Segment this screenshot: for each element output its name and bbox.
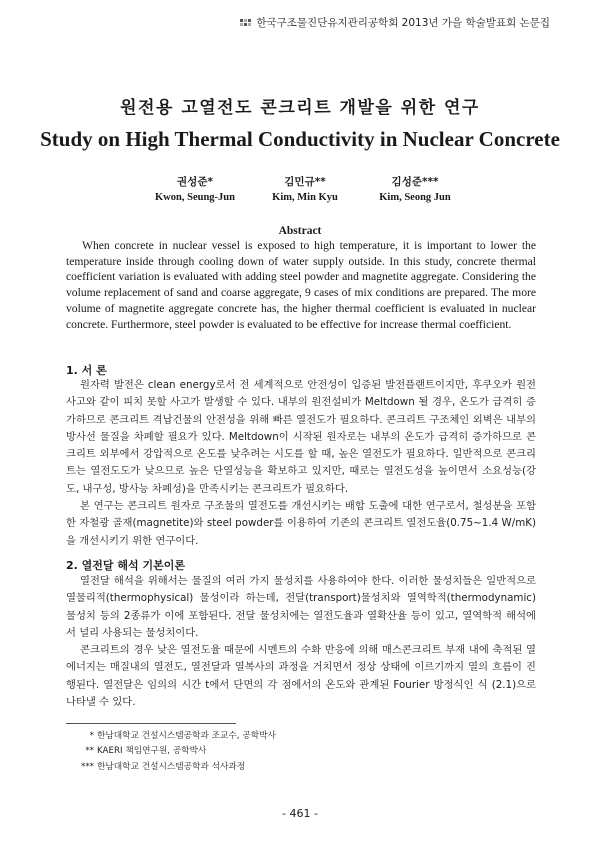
abstract-text: When concrete in nuclear vessel is exposed to high temperature, it is important to lower the temperature inside through cooling down of water supply outside. In this study, concrete thermal coefficient variation is evaluated with adding steel powder and magnetite aggregate. Considering the volume replacement of sand and coarse aggregate, 9 cases of mix conditions are prepared. The more volume of magnetite aggregate concrete has, the higher thermal coefficient is evaluated in nuclear concrete. Furthermore, steel powder is evaluated to be effective for increase thermal coefficient. xyxy=(66,239,536,331)
paragraph: 열전달 해석을 위해서는 물질의 여러 가지 물성치를 사용하여야 한다. 이러한 물성치들은 일반적으로 열물리적(thermophysical) 물성이라 하는데, 전달(transport)물성치와 열역학적(thermodynamic) 물성치 등의 2종류가 이에 포함된다. 전달 물성치에는 열전도율과 열확산율 등이 있고, 열역학적 해석에서 널리 사용되는 물성치이다. xyxy=(66,575,536,639)
footnote-mark: *** xyxy=(80,761,94,772)
paper-title-english: Study on High Thermal Conductivity in Nuclear Concrete xyxy=(40,127,560,151)
author-3 xyxy=(360,174,470,203)
author-name-english: Kim, Min Kyu xyxy=(272,192,338,203)
author-1 xyxy=(140,174,250,203)
author-name-korean: 권성준* xyxy=(177,176,213,188)
author-2 xyxy=(250,174,360,203)
footnote xyxy=(74,744,276,759)
footnote-mark: ** xyxy=(85,746,94,757)
author-name-english: Kim, Seong Jun xyxy=(379,192,451,203)
paper-title-korean: 원전용 고열전도 콘크리트 개발을 위한 연구 xyxy=(120,98,480,118)
running-header-text: 한국구조물진단유지관리공학회 2013년 가을 학술발표회 논문집 xyxy=(256,17,550,29)
paragraph: 본 연구는 콘크리트 원자로 구조물의 열전도를 개선시키는 배합 도출에 대한 연구로서, 철성분을 포함한 자철광 골재(magnetite)와 steel powder를 이용하여 기존의 콘크리트 열전도율(0.75~1.4 W/mK)을 개선시키기 위한 연구이다. xyxy=(66,500,536,547)
page-number: - 461 - xyxy=(282,807,318,820)
footnote-text: 한남대학교 건설시스템공학과 석사과정 xyxy=(97,761,246,772)
author-name-korean: 김성준*** xyxy=(391,176,439,188)
footnote xyxy=(74,760,276,775)
running-header xyxy=(240,15,550,30)
author-name-korean: 김민규** xyxy=(284,176,326,188)
footnote-divider xyxy=(66,723,236,724)
author-name-english: Kwon, Seung-Jun xyxy=(155,192,235,203)
section-1-body xyxy=(66,377,536,550)
abstract-heading: Abstract xyxy=(278,225,322,237)
section-2-body xyxy=(66,573,536,711)
paragraph: 원자력 발전은 clean energy로서 전 세계적으로 안전성이 입증된 발전플랜트이지만, 후쿠오카 원전사고와 같이 피치 못할 사고가 발생할 수 있다. 내부의 원전설비가 Meltdown 될 경우, 온도가 급격히 증가하므로 콘크리트 격납건물의 안전성을 위해 빠른 열전도가 필요하다. 콘크리트 구조체인 외벽은 내부의 방사선 물질을 차폐할 필요가 있다. Meltdown이 시작된 원자로는 내부의 온도가 급격히 증가하므로 콘크리트 외부에서 강압적으로 온도를 낮추려는 시도를 할 때, 높은 열전도가 필요하다. 일반적으로 콘크리트는 열전도도가 낮으므로 높은 단열성능을 확보하고 있지만, 때로는 열전도성을 높이면서 소요성능(강도, 내구성, 방사능 차폐성)을 만족시키는 콘크리트가 필요하다. xyxy=(66,379,536,495)
author-list xyxy=(140,174,470,208)
footnote xyxy=(74,729,276,744)
section-2-title: 2. 열전달 해석 기본이론 xyxy=(66,559,185,572)
footnote-text: 한남대학교 건설시스템공학과 조교수, 공학박사 xyxy=(97,731,276,741)
footnote-mark: * xyxy=(89,731,94,741)
footnote-text: KAERI 책임연구원, 공학박사 xyxy=(97,746,207,757)
section-1-title: 1. 서 론 xyxy=(66,364,107,377)
grid-dots-icon xyxy=(240,19,251,26)
footnotes xyxy=(74,729,276,775)
paragraph: 콘크리트의 경우 낮은 열전도율 때문에 시멘트의 수화 반응에 의해 매스콘크리트 부재 내에 축적된 열에너지는 매질내의 열전도, 열전달과 열복사의 과정을 거치면서 정상 상태에 이르기까지 열의 흐름이 진행된다. 열전달은 임의의 시간 t에서 단면의 각 점에서의 온도와 관계된 Fourier 방정식인 식 (2.1)으로 나타낼 수 있다. xyxy=(66,644,536,709)
